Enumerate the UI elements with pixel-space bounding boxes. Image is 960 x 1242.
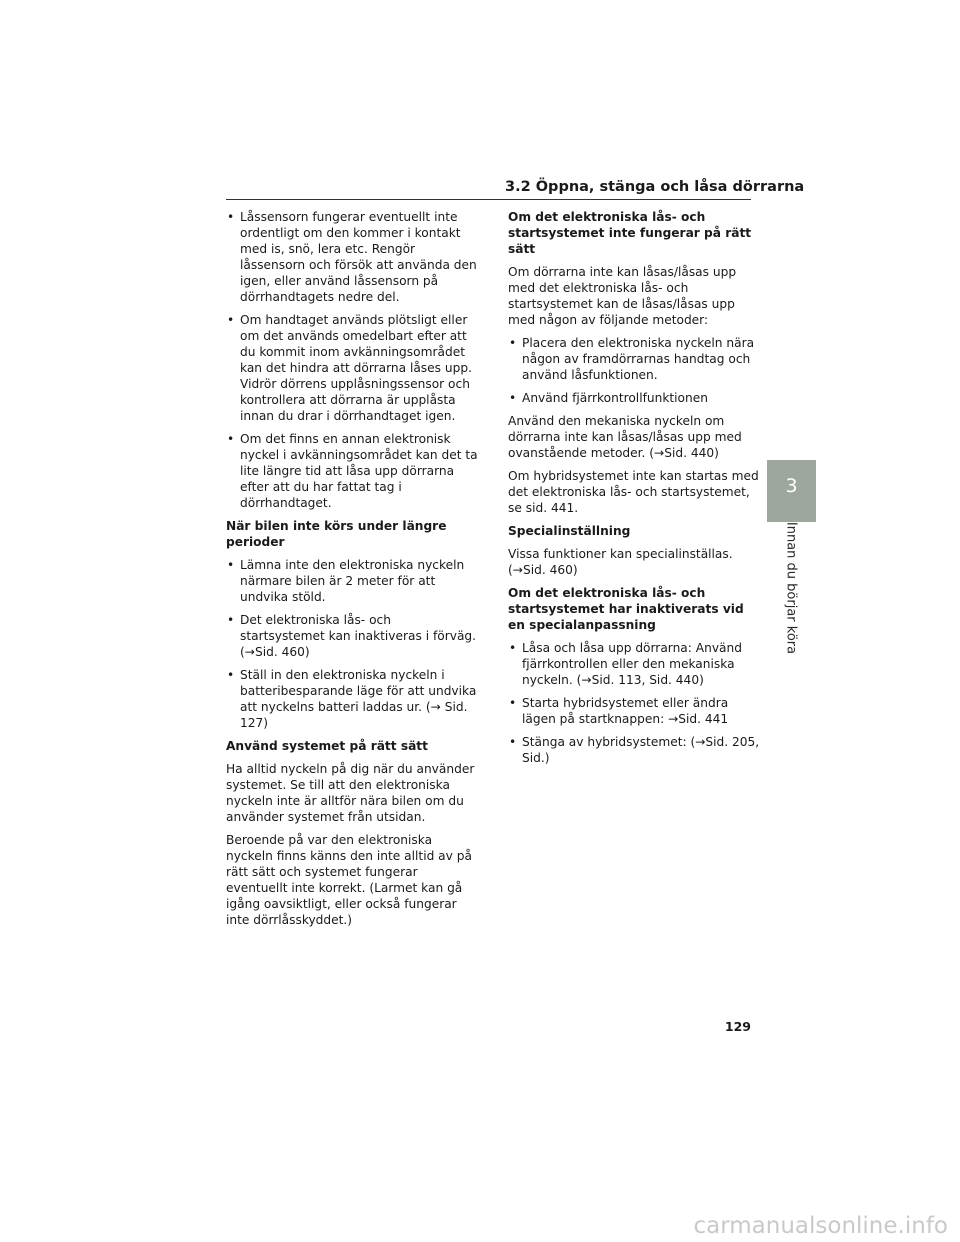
paragraph: Beroende på var den elektroniska nyckeln finns känns den inte alltid av på rätt sätt och systemet fungerar eventuellt inte korrekt. (Larmet kan gå igång oavsiktligt, eller också fungerar inte dörrlåsskyddet.): [226, 833, 472, 927]
bullet-item: • Placera den elektroniska nyckeln nära någon av framdörrarnas handtag och använd låsfunktionen.: [508, 335, 760, 383]
subheading: Om det elektroniska lås- och startsystemet inte fungerar på rätt sätt: [508, 210, 752, 256]
paragraph: Om hybridsystemet inte kan startas med det elektroniska lås- och startsystemet, se sid. 441.: [508, 469, 759, 515]
page-number: 129: [724, 1019, 751, 1034]
header-divider: [226, 199, 751, 200]
left-column: [226, 209, 478, 935]
bullet-item: • Stänga av hybridsystemet: (→Sid. 205, Sid.): [508, 734, 760, 766]
section-title: 3.2 Öppna, stänga och låsa dörrarna: [505, 179, 805, 195]
paragraph: Vissa funktioner kan specialinställas. (→Sid. 460): [508, 547, 733, 577]
bullet-item: • Låssensorn fungerar eventuellt inte ordentligt om den kommer i kontakt med is, snö, lera etc. Rengör låssensorn och försök att använda den igen, eller använd låssensorn på dörrhandtagets nedre del.: [226, 209, 478, 305]
subheading: Använd systemet på rätt sätt: [226, 739, 428, 753]
subheading: Om det elektroniska lås- och startsystemet har inaktiverats vid en specialanpassning: [508, 586, 744, 632]
paragraph: Om dörrarna inte kan låsas/låsas upp med det elektroniska lås- och startsystemet kan de låsas/låsas upp med någon av följande metoder:: [508, 265, 737, 327]
subheading: Specialinställning: [508, 524, 631, 538]
bullet-item: • Lämna inte den elektroniska nyckeln närmare bilen är 2 meter för att undvika stöld.: [226, 557, 478, 605]
bullet-item: • Använd fjärrkontrollfunktionen: [508, 390, 760, 406]
chapter-label: Innan du börjar köra: [783, 521, 799, 655]
watermark: carmanualsonline.info: [693, 1213, 948, 1239]
chapter-number: 3: [785, 475, 798, 497]
bullet-item: • Om det finns en annan elektronisk nyckel i avkänningsområdet kan det ta lite längre tid att låsa upp dörrarna efter att du har fattat tag i dörrhandtaget.: [226, 431, 478, 511]
bullet-item: • Ställ in den elektroniska nyckeln i batteribesparande läge för att undvika att nyckelns batteri laddas ur. (→ Sid. 127): [226, 667, 478, 731]
bullet-item: • Om handtaget används plötsligt eller om det används omedelbart efter att du kommit inom avkänningsområdet kan det hindra att dörrarna låses upp. Vidrör dörrens upplåsningssensor och kontrollera att dörrarna är upplåsta innan du drar i dörrhandtaget igen.: [226, 312, 478, 424]
right-column: [508, 209, 760, 773]
bullet-item: • Det elektroniska lås- och startsystemet kan inaktiveras i förväg. (→Sid. 460): [226, 612, 478, 660]
bullet-item: • Starta hybridsystemet eller ändra lägen på startknappen: →Sid. 441: [508, 695, 760, 727]
subheading: När bilen inte körs under längre perioder: [226, 519, 447, 549]
paragraph: Ha alltid nyckeln på dig när du använder systemet. Se till att den elektroniska nyckeln inte är alltför nära bilen om du använder systemet från utsidan.: [226, 762, 475, 824]
paragraph: Använd den mekaniska nyckeln om dörrarna inte kan låsas/låsas upp med ovanstående metoder. (→Sid. 440): [508, 414, 742, 460]
bullet-item: • Låsa och låsa upp dörrarna: Använd fjärrkontrollen eller den mekaniska nyckeln. (→Sid. 113, Sid. 440): [508, 640, 760, 688]
